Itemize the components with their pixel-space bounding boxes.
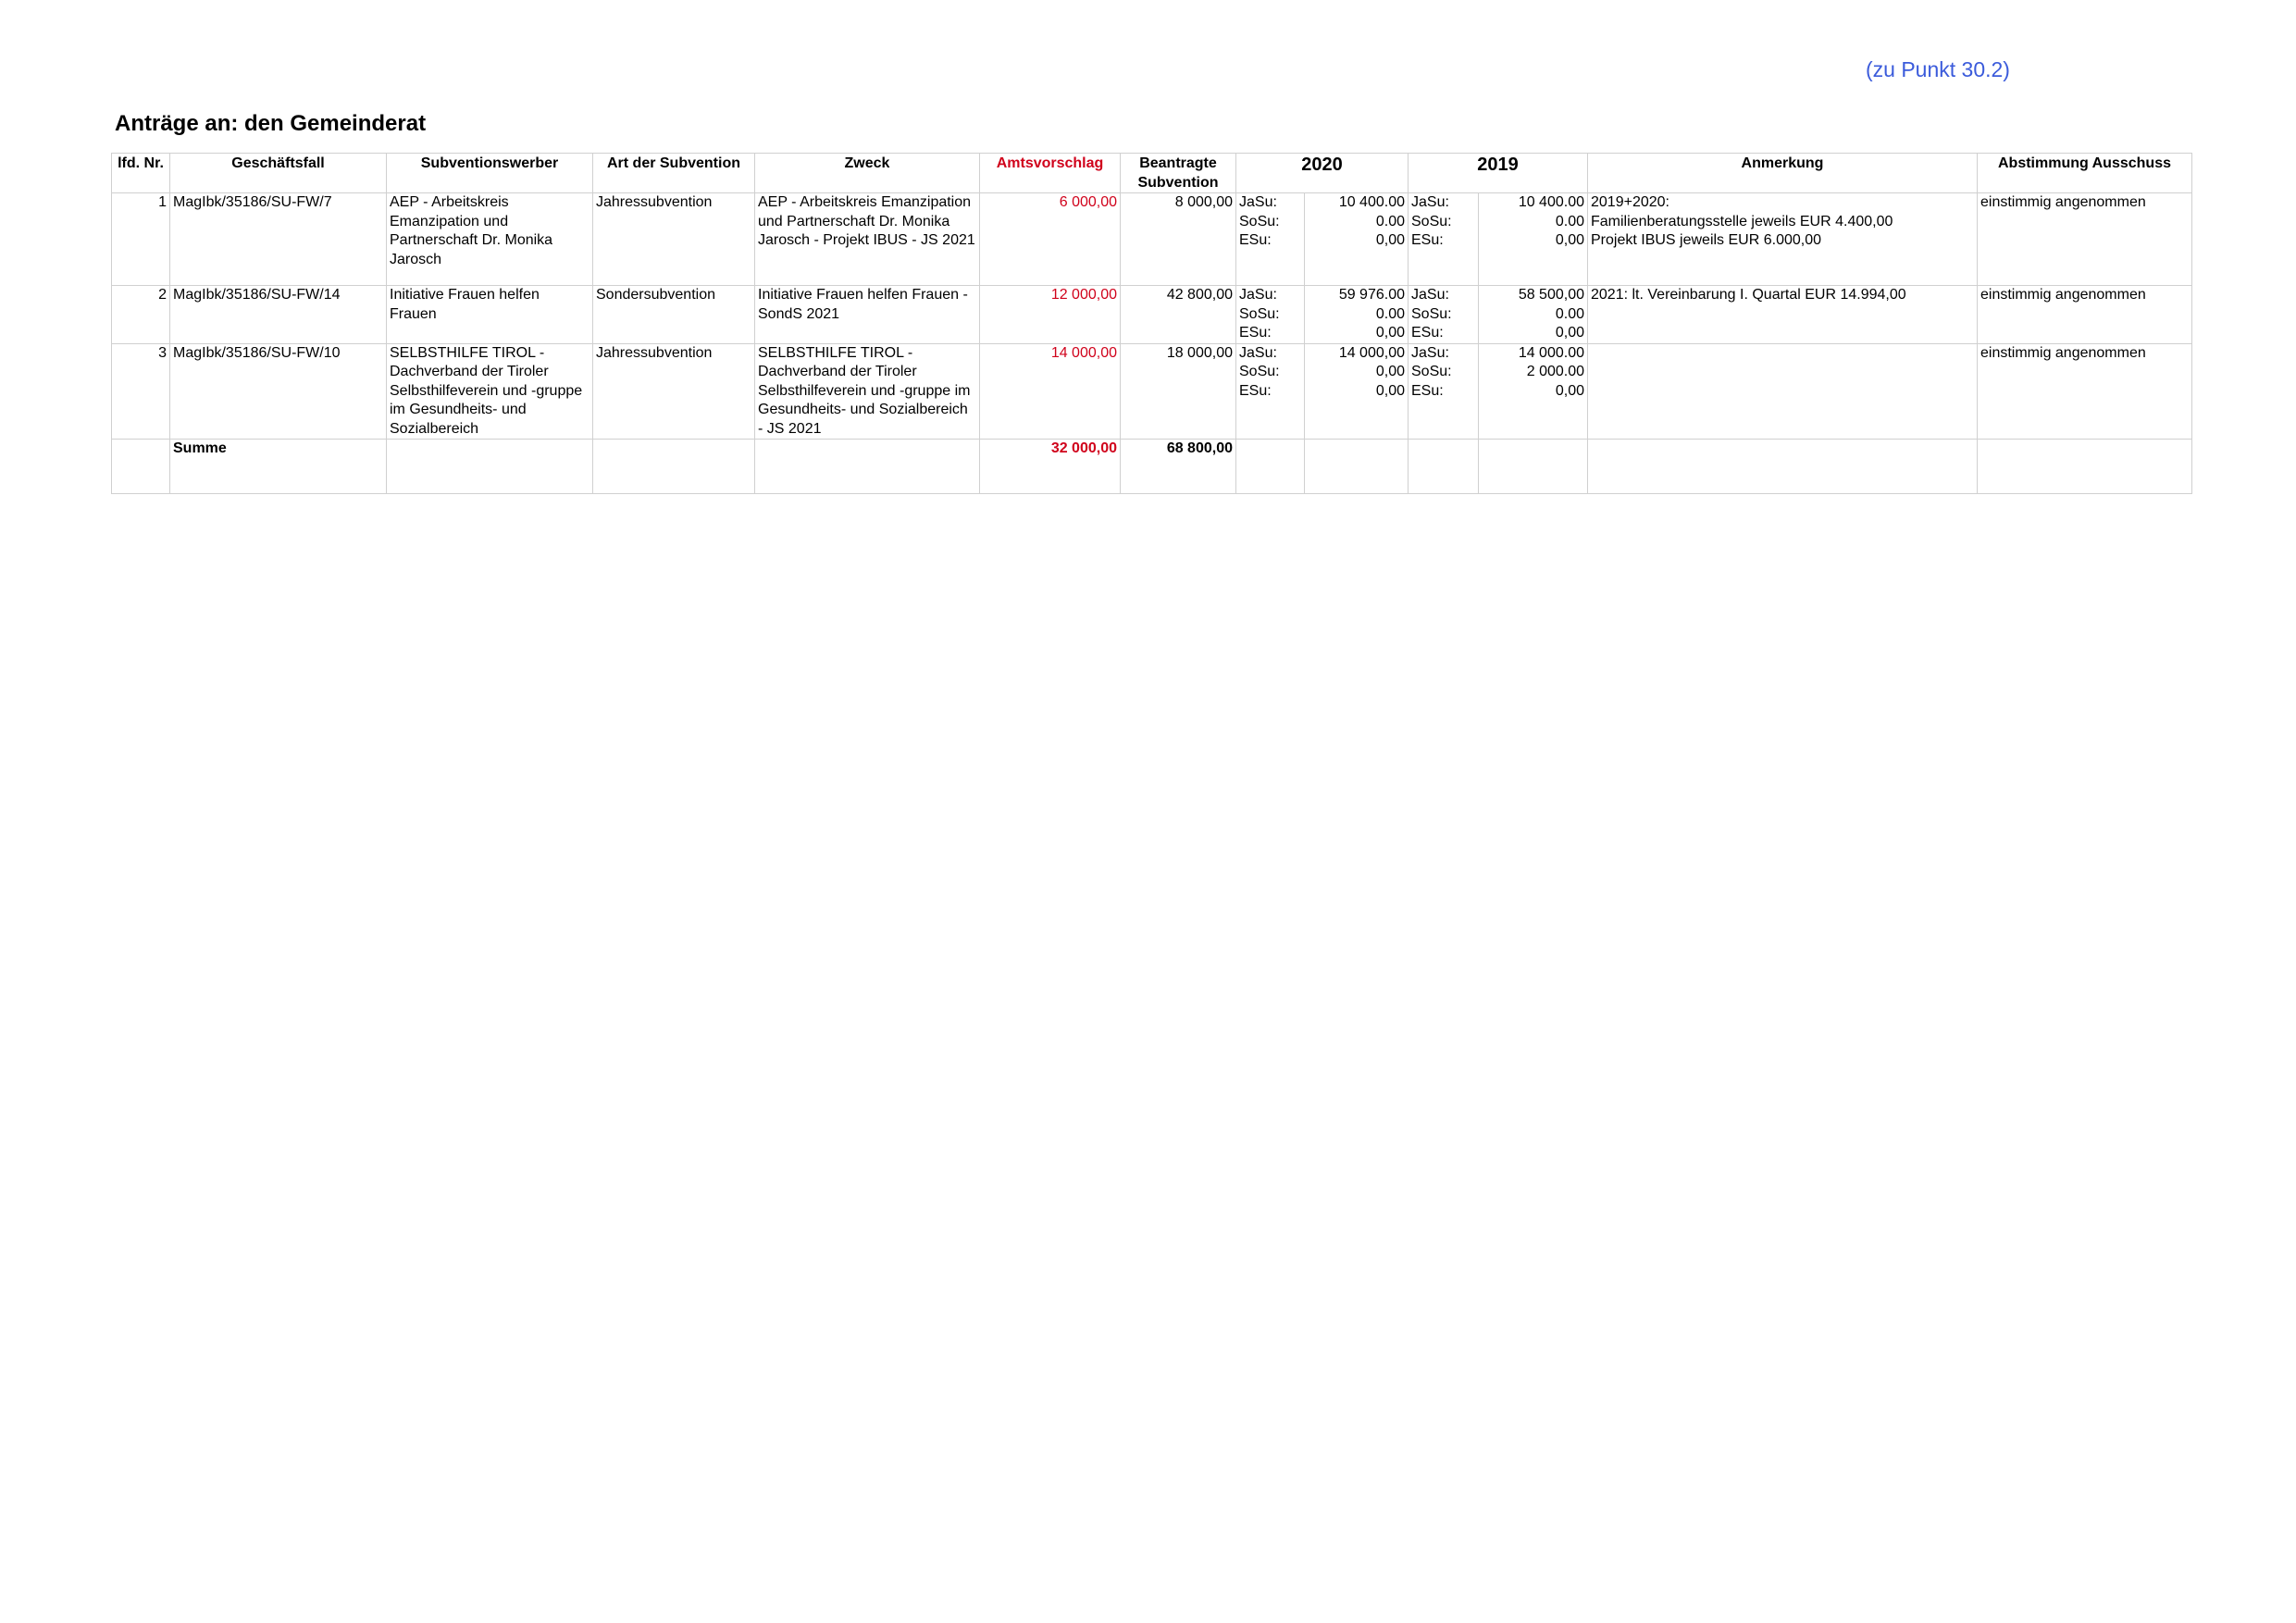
label-sosu: SoSu:	[1411, 305, 1452, 322]
agenda-reference: (zu Punkt 30.2)	[1866, 57, 2010, 81]
label-sosu: SoSu:	[1411, 364, 1452, 379]
cell-requested: 18 000,00	[1121, 343, 1236, 440]
cell-purpose	[755, 343, 980, 440]
col-header-requested-line2: Subvention	[1137, 174, 1219, 191]
cell-empty	[1978, 440, 2192, 494]
cell-vote: einstimmig angenommen	[1978, 286, 2192, 344]
value-sosu: 0.00	[1555, 213, 1584, 229]
cell-vote: einstimmig angenommen	[1978, 193, 2192, 286]
table-row	[112, 343, 2192, 440]
value-jasu: 59 976.00	[1338, 287, 1405, 303]
cell-type: Jahressubvention	[593, 193, 755, 286]
table-row	[112, 193, 2192, 286]
value-esu: 0,00	[1375, 325, 1405, 341]
cell-applicant	[387, 343, 593, 440]
cell-purpose	[755, 193, 980, 286]
summary-proposal-total: 32 000,00	[980, 440, 1121, 494]
purpose-text: AEP - Arbeitskreis Emanzipation und Partnerschaft Dr. Monika Jarosch - Projekt IBUS - JS 2021	[758, 194, 975, 248]
cell-nr: 3	[112, 343, 170, 440]
cell-empty	[1479, 440, 1588, 494]
cell-applicant	[387, 286, 593, 344]
remark-line: Familienberatungsstelle jeweils EUR 4.400,00	[1591, 213, 1893, 229]
value-sosu: 2 000.00	[1526, 364, 1584, 379]
value-jasu: 14 000.00	[1518, 344, 1584, 361]
cell-2020-values	[1305, 193, 1409, 286]
cell-2020-labels	[1236, 286, 1305, 344]
label-jasu: JaSu:	[1239, 344, 1277, 361]
cell-empty	[1409, 440, 1479, 494]
cell-2020-labels	[1236, 193, 1305, 286]
cell-proposal: 6 000,00	[980, 193, 1121, 286]
cell-2019-values	[1479, 343, 1588, 440]
value-esu: 0,00	[1555, 382, 1584, 399]
cell-proposal: 14 000,00	[980, 343, 1121, 440]
col-header-vote: Abstimmung Ausschuss	[1978, 154, 2192, 193]
cell-2020-labels	[1236, 343, 1305, 440]
applicant-text: Initiative Frauen helfen Frauen	[390, 287, 540, 322]
label-jasu: JaSu:	[1411, 194, 1449, 210]
cell-vote: einstimmig angenommen	[1978, 343, 2192, 440]
cell-type: Sondersubvention	[593, 286, 755, 344]
cell-empty	[593, 440, 755, 494]
value-esu: 0,00	[1375, 382, 1405, 399]
cell-nr: 2	[112, 286, 170, 344]
label-jasu: JaSu:	[1411, 287, 1449, 303]
cell-2019-labels	[1409, 193, 1479, 286]
applicant-text: SELBSTHILFE TIROL - Dachverband der Tiroler Selbsthilfeverein und -gruppe im Gesundheits- und Sozialbereich	[390, 344, 583, 437]
value-jasu: 14 000,00	[1338, 344, 1405, 361]
remark-line: 2019+2020:	[1591, 194, 1669, 210]
label-esu: ESu:	[1411, 325, 1444, 341]
cell-2019-labels	[1409, 286, 1479, 344]
label-esu: ESu:	[1411, 232, 1444, 248]
applicant-text: AEP - Arbeitskreis Emanzipation und Partnerschaft Dr. Monika Jarosch	[390, 194, 553, 267]
remark-line: Projekt IBUS jeweils EUR 6.000,00	[1591, 232, 1821, 248]
cell-proposal: 12 000,00	[980, 286, 1121, 344]
label-sosu: SoSu:	[1239, 213, 1280, 229]
value-esu: 0,00	[1375, 232, 1405, 248]
label-sosu: SoSu:	[1239, 364, 1280, 379]
cell-purpose	[755, 286, 980, 344]
purpose-text: SELBSTHILFE TIROL - Dachverband der Tiroler Selbsthilfeverein und -gruppe im Gesundheits- und Sozialbereich - JS 2021	[758, 344, 971, 437]
cell-remark	[1588, 343, 1978, 440]
value-sosu: 0.00	[1375, 305, 1405, 322]
remark-line: 2021: lt. Vereinbarung I. Quartal EUR 14.994,00	[1591, 287, 1906, 303]
value-sosu: 0.00	[1555, 305, 1584, 322]
col-header-case: Geschäftsfall	[170, 154, 387, 193]
cell-2019-labels	[1409, 343, 1479, 440]
value-jasu: 58 500,00	[1518, 287, 1584, 303]
cell-applicant	[387, 193, 593, 286]
cell-remark	[1588, 193, 1978, 286]
cell-empty	[1236, 440, 1305, 494]
value-esu: 0,00	[1555, 325, 1584, 341]
cell-empty	[112, 440, 170, 494]
cell-2019-values	[1479, 193, 1588, 286]
label-jasu: JaSu:	[1239, 287, 1277, 303]
col-header-requested-line1: Beantragte	[1139, 155, 1217, 171]
label-esu: ESu:	[1239, 325, 1272, 341]
col-header-year-2019: 2019	[1409, 154, 1588, 193]
cell-case: MagIbk/35186/SU-FW/14	[170, 286, 387, 344]
cell-2019-values	[1479, 286, 1588, 344]
label-esu: ESu:	[1411, 382, 1444, 399]
table-row	[112, 286, 2192, 344]
cell-empty	[1588, 440, 1978, 494]
value-jasu: 10 400.00	[1338, 194, 1405, 210]
page-title: Anträge an: den Gemeinderat	[115, 111, 427, 136]
summary-row	[112, 440, 2192, 494]
subsidy-table	[111, 153, 2192, 494]
label-esu: ESu:	[1239, 382, 1272, 399]
cell-2020-values	[1305, 286, 1409, 344]
summary-requested-total: 68 800,00	[1121, 440, 1236, 494]
col-header-applicant: Subventionswerber	[387, 154, 593, 193]
cell-empty	[755, 440, 980, 494]
cell-case: MagIbk/35186/SU-FW/10	[170, 343, 387, 440]
summary-label: Summe	[170, 440, 387, 494]
label-sosu: SoSu:	[1411, 213, 1452, 229]
cell-requested: 42 800,00	[1121, 286, 1236, 344]
cell-requested: 8 000,00	[1121, 193, 1236, 286]
cell-empty	[1305, 440, 1409, 494]
col-header-requested	[1121, 154, 1236, 193]
col-header-remark: Anmerkung	[1588, 154, 1978, 193]
cell-case: MagIbk/35186/SU-FW/7	[170, 193, 387, 286]
label-jasu: JaSu:	[1239, 194, 1277, 210]
purpose-text: Initiative Frauen helfen Frauen - SondS 2021	[758, 287, 968, 322]
value-sosu: 0,00	[1375, 364, 1405, 379]
col-header-purpose: Zweck	[755, 154, 980, 193]
value-jasu: 10 400.00	[1518, 194, 1584, 210]
col-header-year-2020: 2020	[1236, 154, 1409, 193]
cell-remark	[1588, 286, 1978, 344]
cell-2020-values	[1305, 343, 1409, 440]
col-header-nr: lfd. Nr.	[112, 154, 170, 193]
cell-type: Jahressubvention	[593, 343, 755, 440]
table-header-row	[112, 154, 2192, 193]
label-jasu: JaSu:	[1411, 344, 1449, 361]
cell-empty	[387, 440, 593, 494]
label-esu: ESu:	[1239, 232, 1272, 248]
value-esu: 0,00	[1555, 232, 1584, 248]
cell-nr: 1	[112, 193, 170, 286]
value-sosu: 0.00	[1375, 213, 1405, 229]
col-header-proposal: Amtsvorschlag	[980, 154, 1121, 193]
label-sosu: SoSu:	[1239, 305, 1280, 322]
col-header-type: Art der Subvention	[593, 154, 755, 193]
